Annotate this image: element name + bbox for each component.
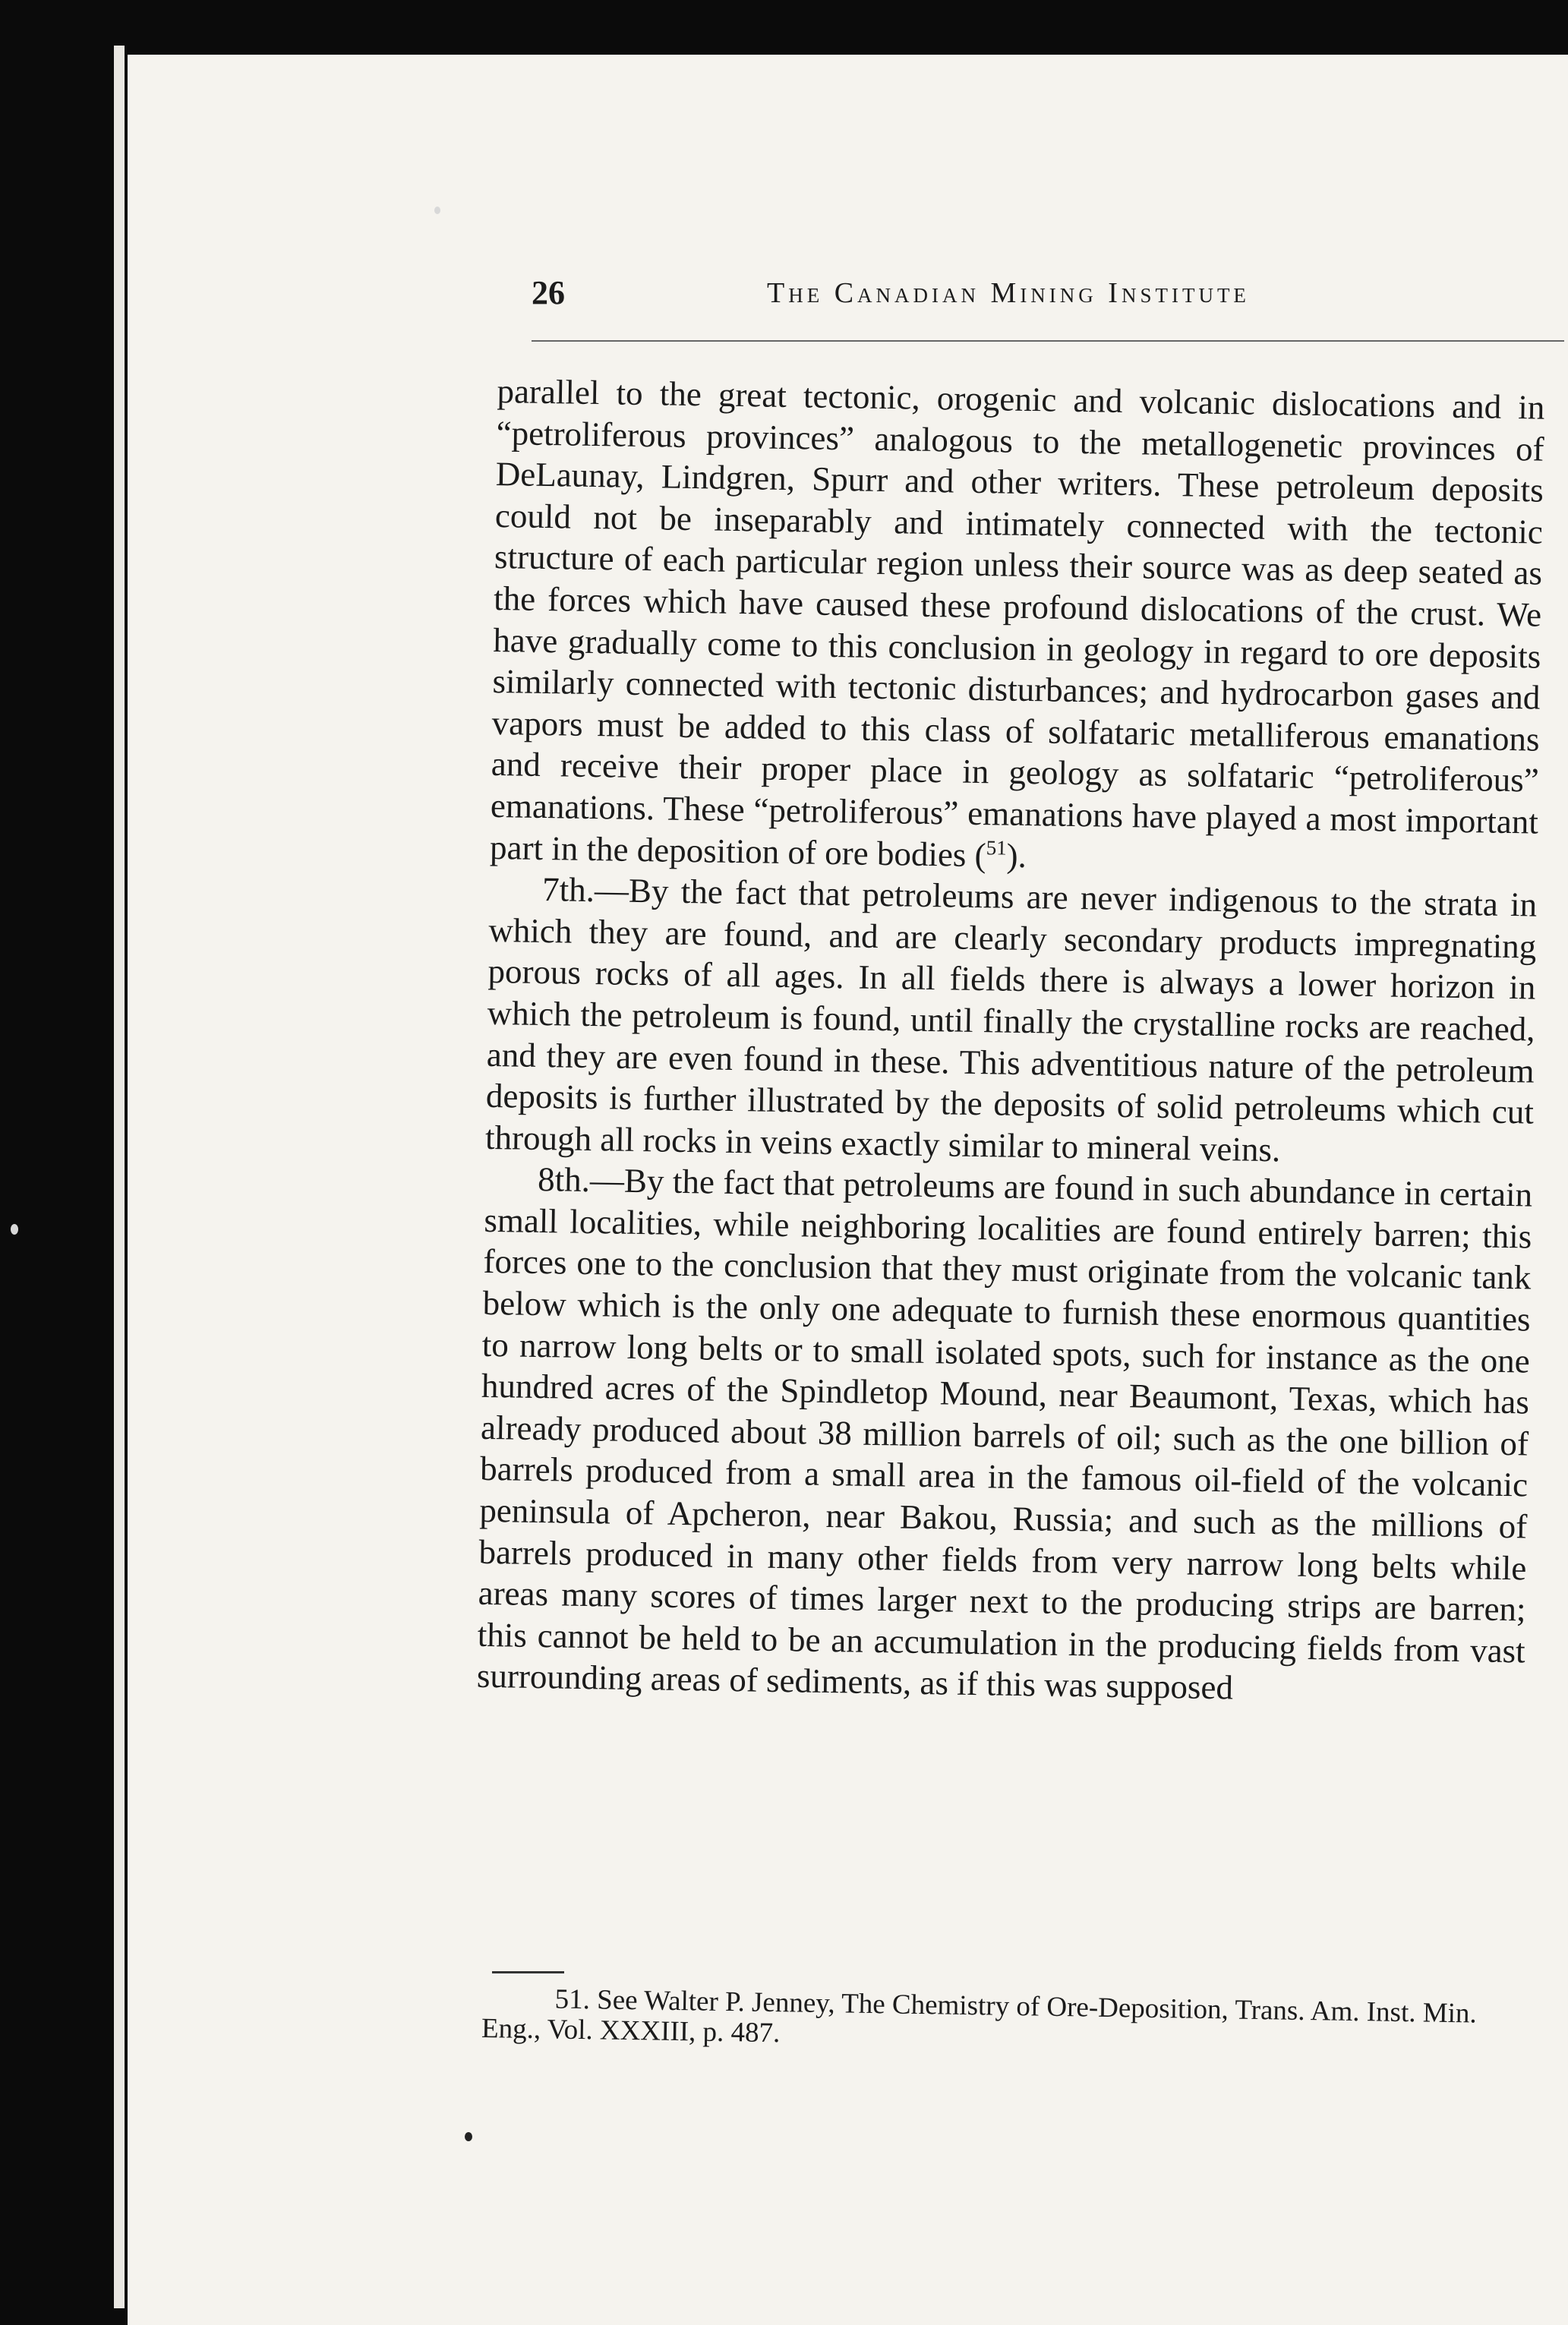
- paragraph-text-end: ).: [1006, 836, 1027, 875]
- footnote-text: 51. See Walter P. Jenney, The Chemistry of Ore-Deposition, Trans. Am. Inst. Min. Eng., Vol. XXXIII, p. 487.: [481, 1983, 1478, 2049]
- header-rule: [532, 340, 1564, 342]
- paragraph: [490, 371, 1545, 885]
- scan-speck: [434, 207, 440, 214]
- paragraph-text: parallel to the great tectonic, orogenic and volcanic dislocations and in “petroliferous provinces” analogous to the metallogenetic provinces of DeLaunay, Lindgren, Spurr and other writers. These petroleum deposits could not be inseparably and intimately connected with the tectonic structure of each particular region unless their source was as deep seated as the forces which have caused these profound dislocations of the crust. We have gradually come to this conclusion in geology in regard to ore deposits similarly connected with tectonic disturbances; and hydrocarbon gases and vapors must be added to this class of solfataric metalliferous emanations and receive their proper place in geology as solfataric “petroliferous” emanations. These “petroliferous” emanations have played a most important part in the deposition of ore bodies (: [489, 371, 1545, 874]
- page-number: 26: [532, 274, 565, 311]
- footnote-reference: 51: [986, 835, 1008, 860]
- footnote-rule: [492, 1971, 564, 1973]
- scan-edge-line: [114, 46, 125, 2308]
- scan-speck: [11, 1224, 18, 1235]
- paragraph: 7th.—By the fact that petroleums are never indigenous to the strata in which they are found, and are clearly secondary products impregnating porous rocks of all ages. In all fields there is always a lower horizon in which the petroleum is found, until finally the crystalline rocks are reached, and they are even found in these. This adventitious nature of the petroleum deposits is further illustrated by the deposits of solid petroleums which cut through all rocks in veins exactly similar to mineral veins.: [484, 870, 1538, 1169]
- paragraph: 8th.—By the fact that petroleums are found in such abundance in certain small localities, while neighboring localities are found entirely barren; this forces one to the conclusion that they must originate from the volcanic tank below which is the only one adequate to furnish these enormous quantities to narrow long belts or to small isolated spots, such for instance as the one hundred acres of the Spindletop Mound, near Beaumont, Texas, which has already produced about 38 million barrels of oil; such as the one billion of barrels produced from a small area in the famous oil-field of the volcanic peninsula of Apcheron, near Bakou, Russia; and such as the millions of barrels produced in many other fields from very narrow long belts while areas many scores of times larger next to the producing strips are barren; this cannot be held to be an accumulation in the producing fields from vast surrounding areas of sediments, as if this was supposed: [476, 1160, 1533, 1707]
- running-head: The Canadian Mining Institute: [767, 277, 1250, 309]
- scan-speck: [465, 2132, 472, 2141]
- body-text: [477, 371, 1545, 1713]
